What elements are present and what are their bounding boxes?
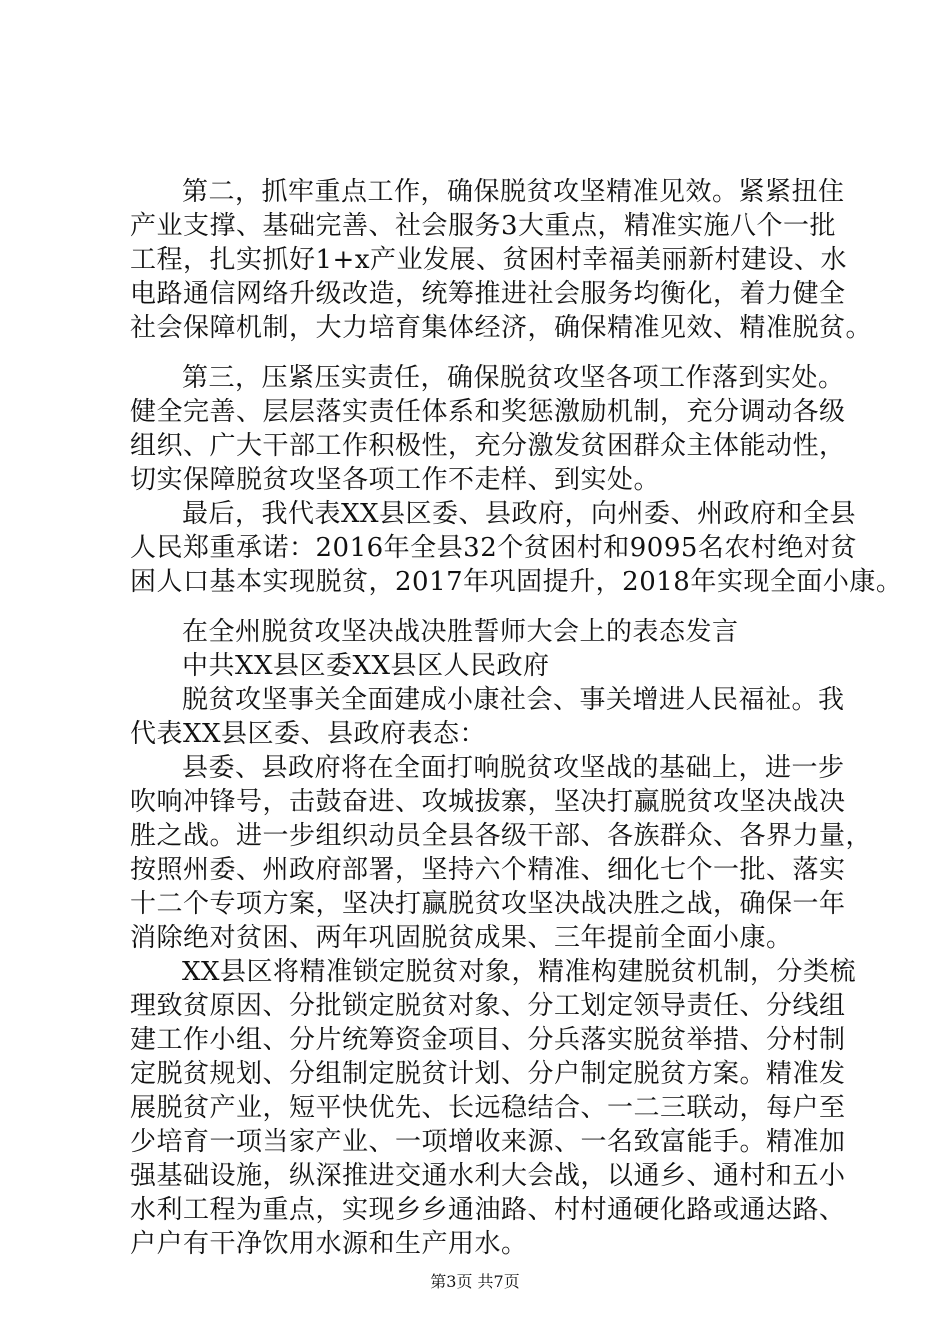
paragraph-2-line-3: 工程，扎实抓好1+x产业发展、贫困村幸福美丽新村建设、水	[130, 245, 847, 275]
paragraph-district-line-5: 展脱贫产业，短平快优先、长远稳结合、一二三联动，每户至	[130, 1093, 846, 1123]
paragraph-county-line-5: 十二个专项方案，坚决打赢脱贫攻坚决战决胜之战，确保一年	[130, 889, 846, 919]
paragraph-district-line-8: 水利工程为重点，实现乡乡通油路、村村通硬化路或通达路、	[130, 1195, 846, 1225]
paragraph-county-line-2: 吹响冲锋号，击鼓奋进、攻城拔寨，坚决打赢脱贫攻坚决战决	[130, 787, 846, 817]
paragraph-district-line-3: 建工作小组、分片统筹资金项目、分兵落实脱贫举措、分村制	[130, 1025, 846, 1055]
paragraph-3-line-2: 健全完善、层层落实责任体系和奖惩激励机制，充分调动各级	[130, 397, 846, 427]
paragraph-county-line-3: 胜之战。进一步组织动员全县各级干部、各族群众、各界力量，	[130, 821, 873, 851]
paragraph-district-line-9: 户户有干净饮用水源和生产用水。	[130, 1229, 528, 1259]
paragraph-district-line-4: 定脱贫规划、分组制定脱贫计划、分户制定脱贫方案。精准发	[130, 1059, 846, 1089]
paragraph-3-line-4: 切实保障脱贫攻坚各项工作不走样、到实处。	[130, 465, 661, 495]
paragraph-county-line-6: 消除绝对贫困、两年巩固脱贫成果、三年提前全面小康。	[130, 923, 793, 953]
paragraph-district-line-6: 少培育一项当家产业、一项增收来源、一名致富能手。精准加	[130, 1127, 846, 1157]
paragraph-3-line-1: 第三，压紧压实责任，确保脱贫攻坚各项工作落到实处。	[182, 363, 845, 393]
paragraph-district-line-7: 强基础设施，纵深推进交通水利大会战，以通乡、通村和五小	[130, 1161, 846, 1191]
paragraph-final-line-2: 人民郑重承诺：2016年全县32个贫困村和9095名农村绝对贫	[130, 533, 857, 563]
page-footer: 第3页 共7页	[430, 1272, 520, 1291]
paragraph-2-line-4: 电路通信网络升级改造，统筹推进社会服务均衡化，着力健全	[130, 279, 846, 309]
intro-line-2: 代表XX县区委、县政府表态：	[130, 719, 487, 749]
document-author: 中共XX县区委XX县区人民政府	[182, 651, 550, 681]
paragraph-2-line-2: 产业支撑、基础完善、社会服务3大重点，精准实施八个一批	[130, 211, 837, 241]
paragraph-district-line-1: XX县区将精准锁定脱贫对象，精准构建脱贫机制，分类梳	[182, 957, 857, 987]
paragraph-county-line-1: 县委、县政府将在全面打响脱贫攻坚战的基础上，进一步	[182, 753, 845, 783]
paragraph-final-line-3: 困人口基本实现脱贫，2017年巩固提升，2018年实现全面小康。	[130, 567, 903, 597]
paragraph-3-line-3: 组织、广大干部工作积极性，充分激发贫困群众主体能动性，	[130, 431, 846, 461]
paragraph-2-line-1: 第二，抓牢重点工作，确保脱贫攻坚精准见效。紧紧扭住	[182, 177, 845, 207]
paragraph-county-line-4: 按照州委、州政府部署，坚持六个精准、细化七个一批、落实	[130, 855, 846, 885]
document-title: 在全州脱贫攻坚决战决胜誓师大会上的表态发言	[182, 617, 739, 647]
paragraph-2-line-5: 社会保障机制，大力培育集体经济，确保精准见效、精准脱贫。	[130, 313, 873, 343]
paragraph-final-line-1: 最后，我代表XX县区委、县政府，向州委、州政府和全县	[182, 499, 857, 529]
paragraph-district-line-2: 理致贫原因、分批锁定脱贫对象、分工划定领导责任、分线组	[130, 991, 846, 1021]
intro-line-1: 脱贫攻坚事关全面建成小康社会、事关增进人民福祉。我	[182, 685, 845, 715]
